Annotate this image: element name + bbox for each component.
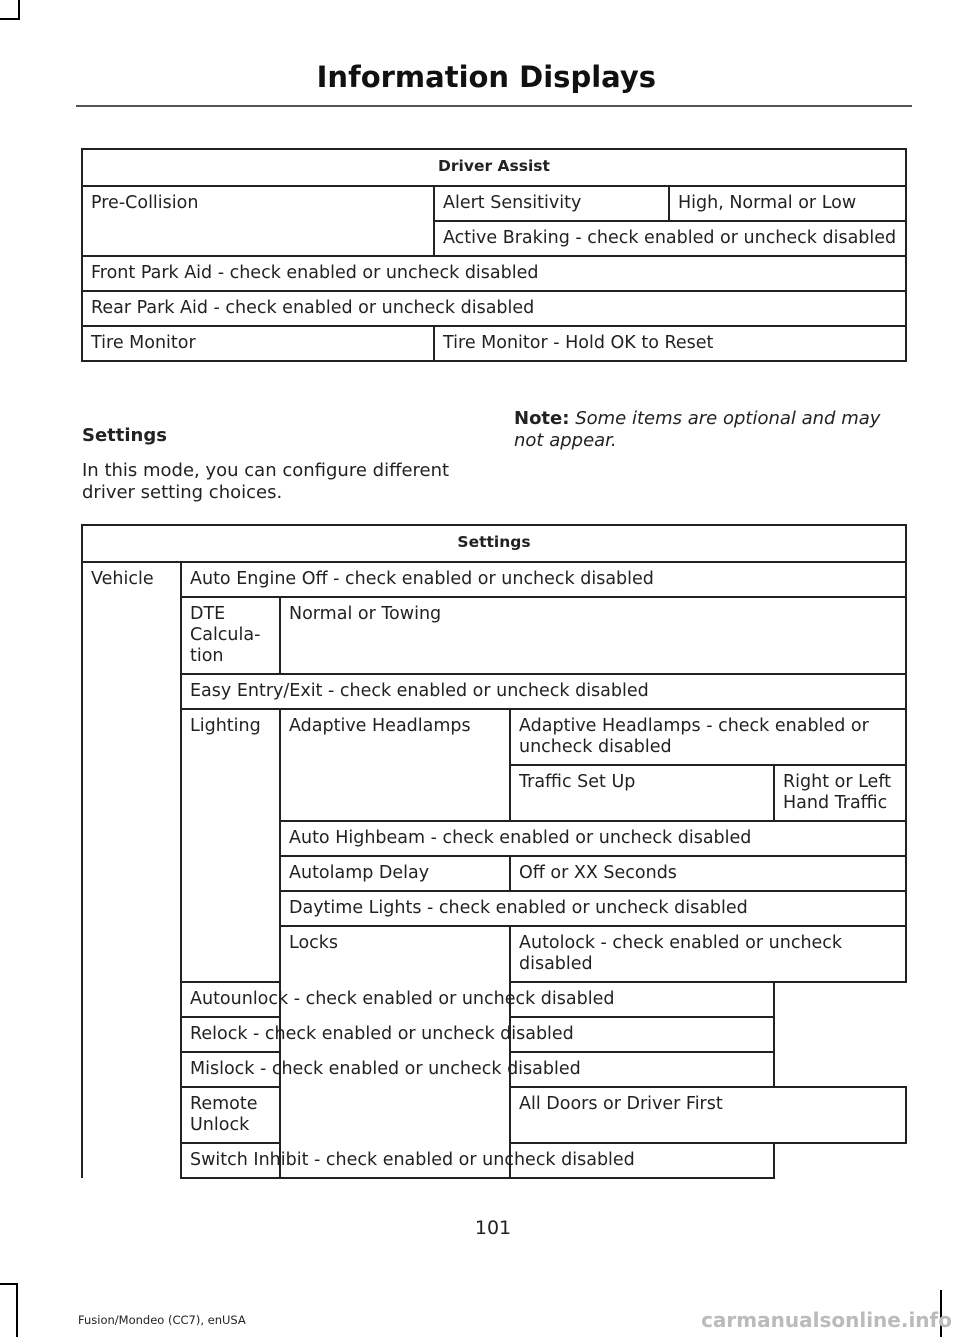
table-cell: Rear Park Aid - check enabled or uncheck disabled — [82, 291, 906, 326]
table-cell: Autolamp Delay — [280, 856, 510, 891]
table-cell: DTE Calcula-tion — [181, 597, 280, 674]
table-cell: Switch Inhibit - check enabled or uncheck disabled — [181, 1143, 774, 1178]
table-cell: Lighting — [181, 709, 280, 982]
table-cell: Normal or Towing — [280, 597, 906, 674]
table-cell: Vehicle — [82, 562, 181, 1178]
header-divider — [76, 105, 912, 107]
table-cell: Mislock - check enabled or uncheck disabled — [181, 1052, 774, 1087]
note-text: Some items are optional and may not appear. — [514, 408, 881, 451]
table-heading: Driver Assist — [82, 149, 906, 186]
section-heading: Settings — [82, 425, 167, 446]
table-cell: Relock - check enabled or uncheck disabled — [181, 1017, 774, 1052]
table-cell: Traffic Set Up — [510, 765, 774, 821]
table-cell: Front Park Aid - check enabled or uncheck disabled — [82, 256, 906, 291]
crop-mark-bottom-left — [16, 1285, 18, 1337]
table-cell: All Doors or Driver First — [510, 1087, 906, 1143]
table-heading: Settings — [82, 525, 906, 562]
table-cell: Auto Highbeam - check enabled or uncheck disabled — [280, 821, 906, 856]
table-cell: Auto Engine Off - check enabled or uncheck disabled — [181, 562, 906, 597]
table-cell: Active Braking - check enabled or uncheck disabled — [434, 221, 906, 256]
table-cell: Autounlock - check enabled or uncheck disabled — [181, 982, 774, 1017]
page-title: Information Displays — [316, 60, 656, 94]
settings-table — [81, 524, 907, 1179]
table-cell-empty — [82, 221, 434, 256]
table-cell: Daytime Lights - check enabled or uncheck disabled — [280, 891, 906, 926]
table-cell: High, Normal or Low — [669, 186, 906, 221]
table-cell: Locks — [280, 926, 510, 1178]
crop-mark-bottom-left-h — [0, 1283, 18, 1285]
crop-mark-top-left — [18, 0, 20, 20]
table-cell: Autolock - check enabled or uncheck disabled — [510, 926, 906, 982]
table-cell: Adaptive Headlamps - check enabled or uncheck disabled — [510, 709, 906, 765]
page-number: 101 — [474, 1217, 512, 1239]
note-label: Note: — [514, 408, 570, 429]
table-cell: Off or XX Seconds — [510, 856, 906, 891]
table-cell: Easy Entry/Exit - check enabled or uncheck disabled — [181, 674, 906, 709]
table-cell: Remote Unlock — [181, 1087, 280, 1143]
table-cell: Alert Sensitivity — [434, 186, 669, 221]
table-cell: Right or Left Hand Traffic — [774, 765, 906, 821]
table-cell: Tire Monitor - Hold OK to Reset — [434, 326, 906, 361]
driver-assist-table — [81, 148, 907, 362]
table-cell: Adaptive Headlamps — [280, 709, 510, 821]
section-description: In this mode, you can configure different driver setting choices. — [82, 460, 450, 503]
footer-model: Fusion/Mondeo (CC7), enUSA — [78, 1313, 246, 1327]
crop-mark-top-left-h — [0, 18, 20, 20]
note — [514, 408, 904, 452]
table-cell: Pre-Collision — [82, 186, 434, 221]
watermark: carmanualsonline.info — [701, 1308, 952, 1332]
table-cell: Tire Monitor — [82, 326, 434, 361]
